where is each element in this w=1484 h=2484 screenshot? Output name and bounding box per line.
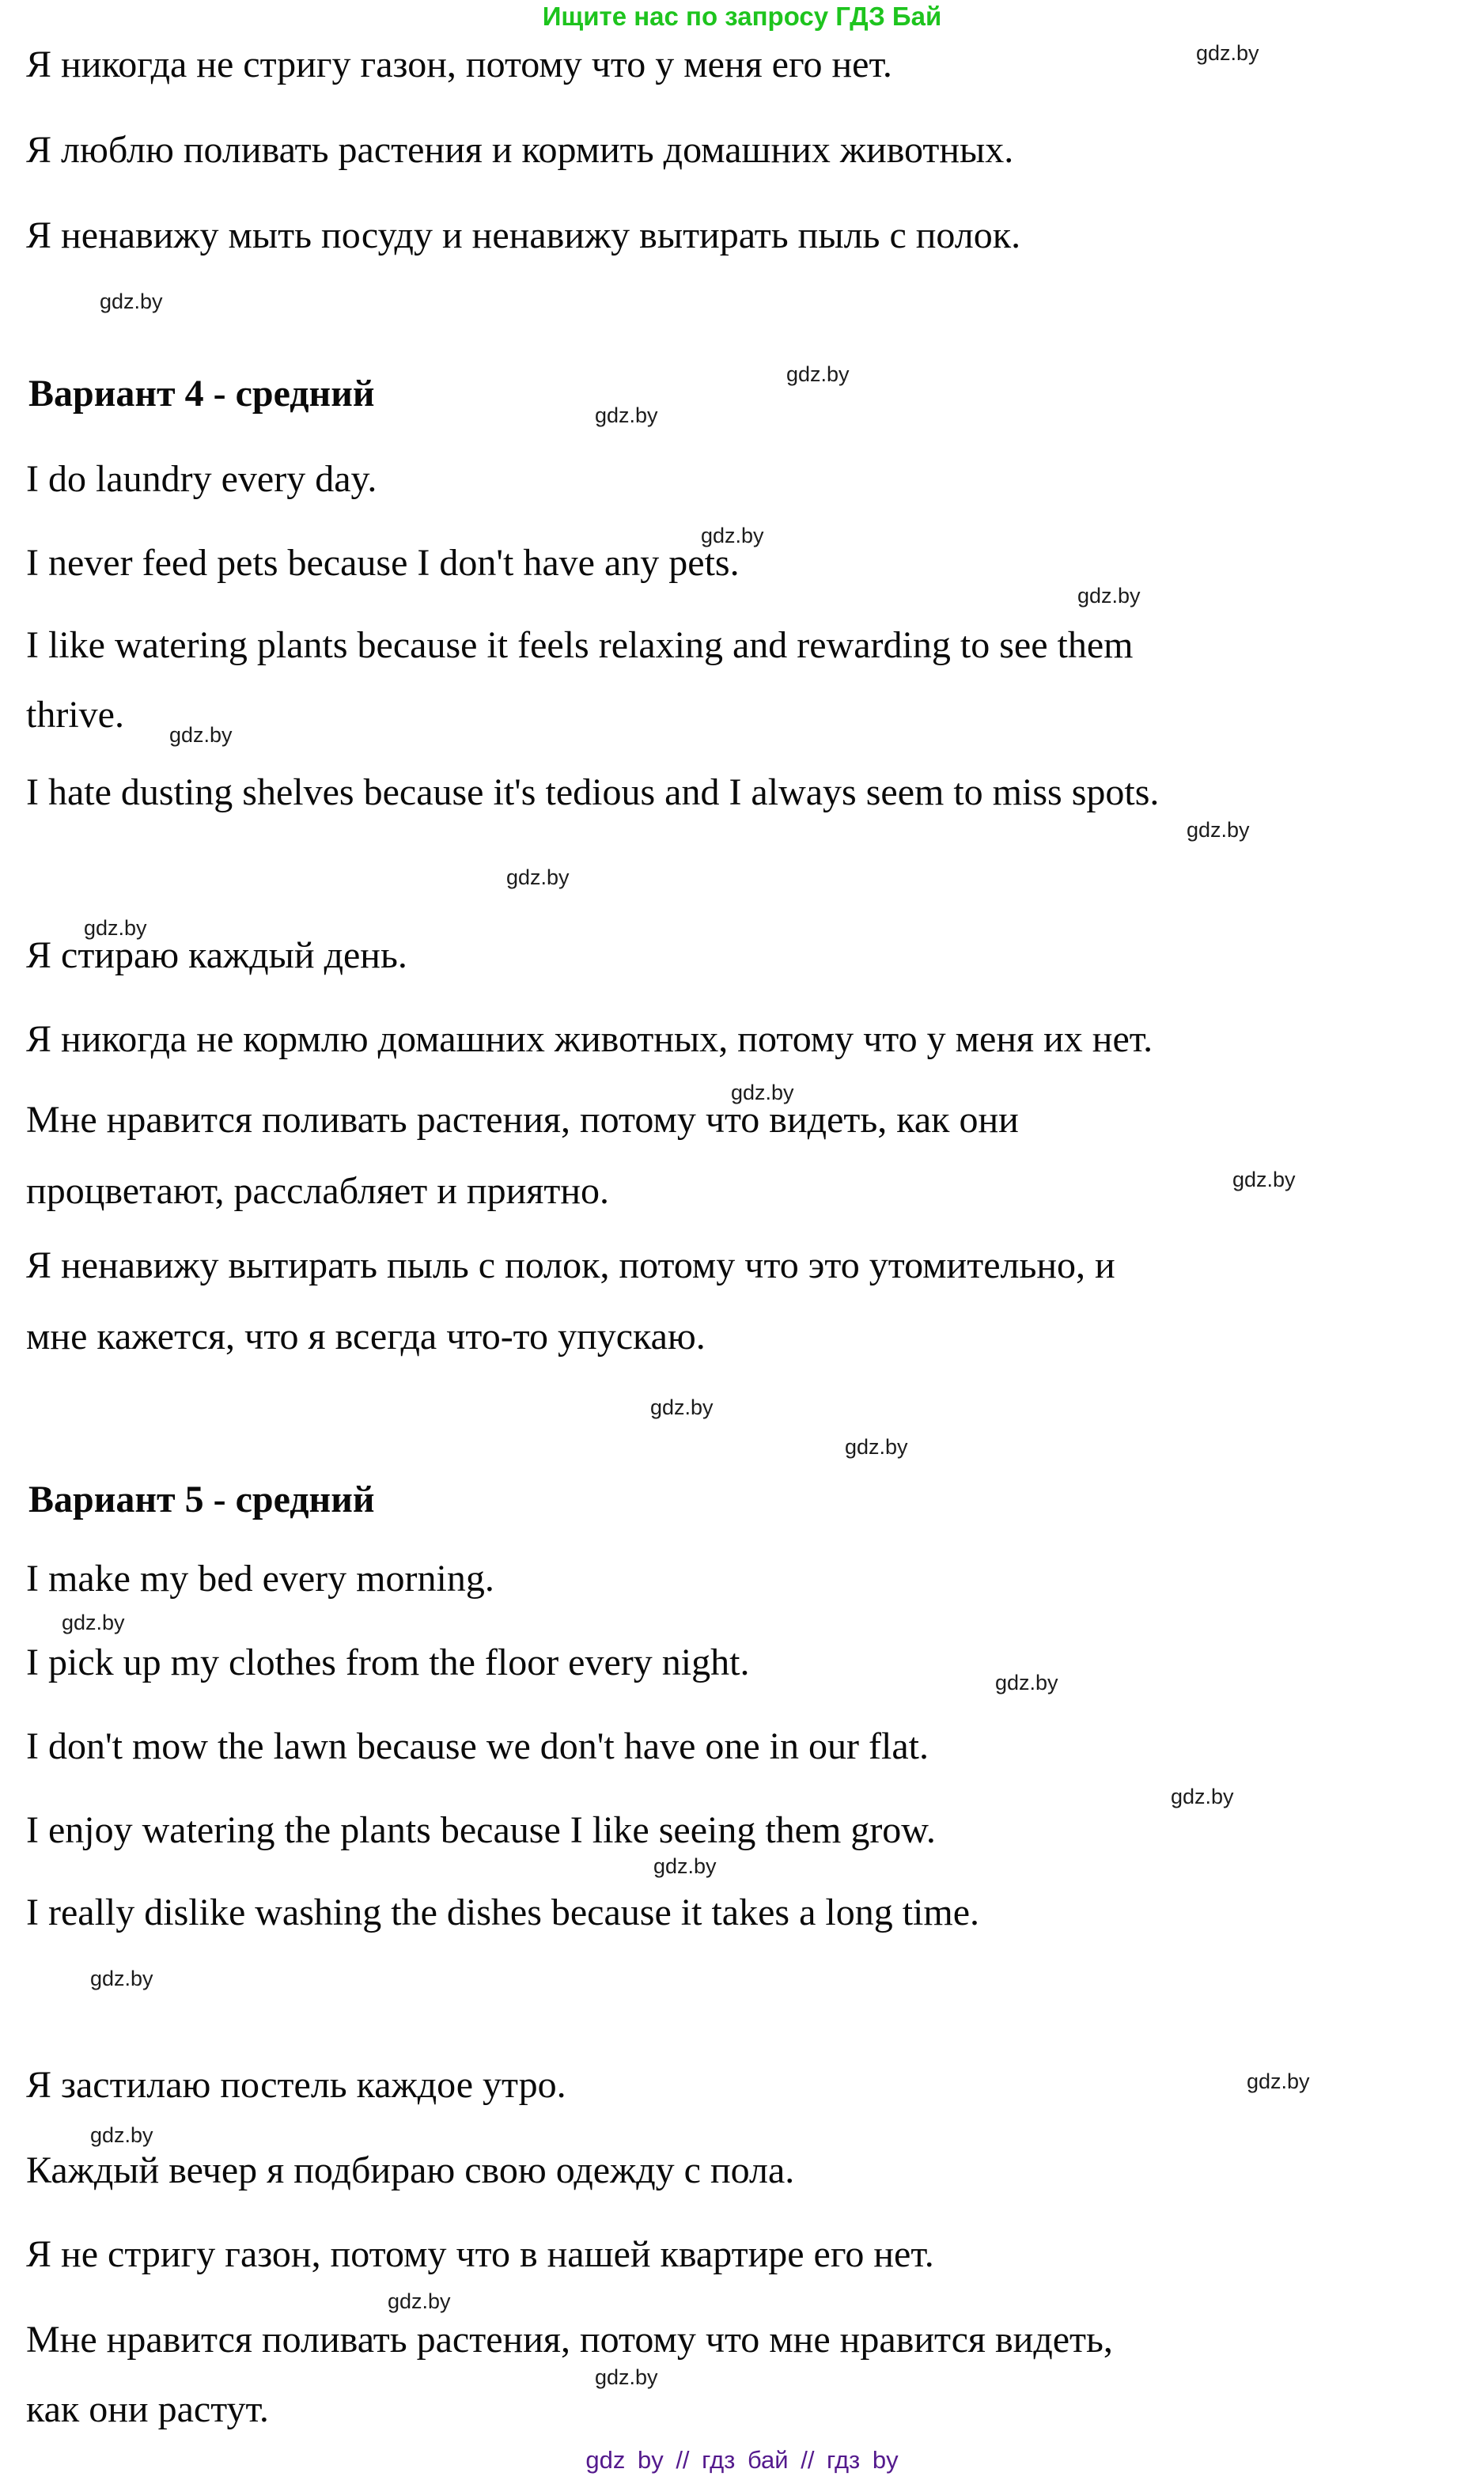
v5-english-line: I really dislike washing the dishes because it takes a long time. xyxy=(26,1891,980,1933)
v5-russian-line: Я застилаю постель каждое утро. xyxy=(26,2064,566,2106)
v4-english-line: I like watering plants because it feels relaxing and rewarding to see them xyxy=(26,624,1134,666)
gdz-watermark: gdz.by xyxy=(1187,818,1250,842)
gdz-watermark: gdz.by xyxy=(701,524,764,547)
v4-russian-line: Я ненавижу вытирать пыль с полок, потому что это утомительно, и xyxy=(26,1244,1115,1286)
v4-russian-line: Мне нравится поливать растения, потому что видеть, как они xyxy=(26,1099,1019,1141)
gdz-watermark: gdz.by xyxy=(731,1081,794,1104)
gdz-watermark: gdz.by xyxy=(653,1854,717,1878)
gdz-watermark: gdz.by xyxy=(84,916,147,940)
gdz-watermark: gdz.by xyxy=(62,1611,125,1634)
promo-banner: Ищите нас по запросу ГДЗ Бай xyxy=(542,2,942,31)
gdz-watermark: gdz.by xyxy=(90,1967,153,1990)
gdz-watermark: gdz.by xyxy=(100,290,163,313)
gdz-watermark: gdz.by xyxy=(845,1435,908,1459)
gdz-watermark: gdz.by xyxy=(1171,1785,1234,1808)
gdz-watermark: gdz.by xyxy=(1196,41,1259,65)
v4-russian-line: Я стираю каждый день. xyxy=(26,934,407,976)
gdz-watermark: gdz.by xyxy=(169,723,233,747)
v5-russian-line: Мне нравится поливать растения, потому что мне нравится видеть, xyxy=(26,2319,1113,2361)
v5-russian-line: как они растут. xyxy=(26,2388,269,2430)
gdz-watermark: gdz.by xyxy=(995,1671,1058,1694)
v5-russian-line: Я не стригу газон, потому что в нашей квартире его нет. xyxy=(26,2233,934,2275)
v4-english-line: I do laundry every day. xyxy=(26,458,377,500)
gdz-watermark: gdz.by xyxy=(786,362,850,386)
intro-line: Я никогда не стригу газон, потому что у меня его нет. xyxy=(26,44,892,85)
gdz-watermark: gdz.by xyxy=(90,2123,153,2147)
gdz-watermark: gdz.by xyxy=(650,1395,714,1419)
v4-russian-line: мне кажется, что я всегда что-то упускаю. xyxy=(26,1316,706,1357)
intro-line: Я люблю поливать растения и кормить домашних животных. xyxy=(26,129,1014,171)
intro-line: Я ненавижу мыть посуду и ненавижу вытирать пыль с полок. xyxy=(26,214,1021,256)
variant4-heading: Вариант 4 - средний xyxy=(28,373,375,415)
variant5-heading: Вариант 5 - средний xyxy=(28,1479,375,1520)
v4-english-line: I hate dusting shelves because it's tedious and I always seem to miss spots. xyxy=(26,771,1160,813)
v4-russian-line: Я никогда не кормлю домашних животных, потому что у меня их нет. xyxy=(26,1018,1153,1060)
gdz-watermark: gdz.by xyxy=(506,865,570,889)
gdz-watermark: gdz.by xyxy=(1247,2069,1310,2093)
gdz-watermark: gdz.by xyxy=(1077,584,1141,608)
gdz-watermark: gdz.by xyxy=(595,2365,658,2389)
v5-english-line: I pick up my clothes from the floor every night. xyxy=(26,1641,750,1683)
footer-links: gdz by // гдз бай // гдз by xyxy=(585,2446,899,2474)
gdz-watermark: gdz.by xyxy=(388,2289,451,2313)
gdz-watermark: gdz.by xyxy=(1232,1168,1296,1191)
v4-english-line: I never feed pets because I don't have any pets. xyxy=(26,542,740,584)
v4-english-line: thrive. xyxy=(26,694,124,736)
v5-english-line: I don't mow the lawn because we don't have one in our flat. xyxy=(26,1725,929,1767)
gdz-watermark: gdz.by xyxy=(595,403,658,427)
v5-english-line: I make my bed every morning. xyxy=(26,1558,494,1600)
v5-english-line: I enjoy watering the plants because I like seeing them grow. xyxy=(26,1809,936,1851)
v5-russian-line: Каждый вечер я подбираю свою одежду с пола. xyxy=(26,2149,795,2191)
v4-russian-line: процветают, расслабляет и приятно. xyxy=(26,1170,610,1212)
